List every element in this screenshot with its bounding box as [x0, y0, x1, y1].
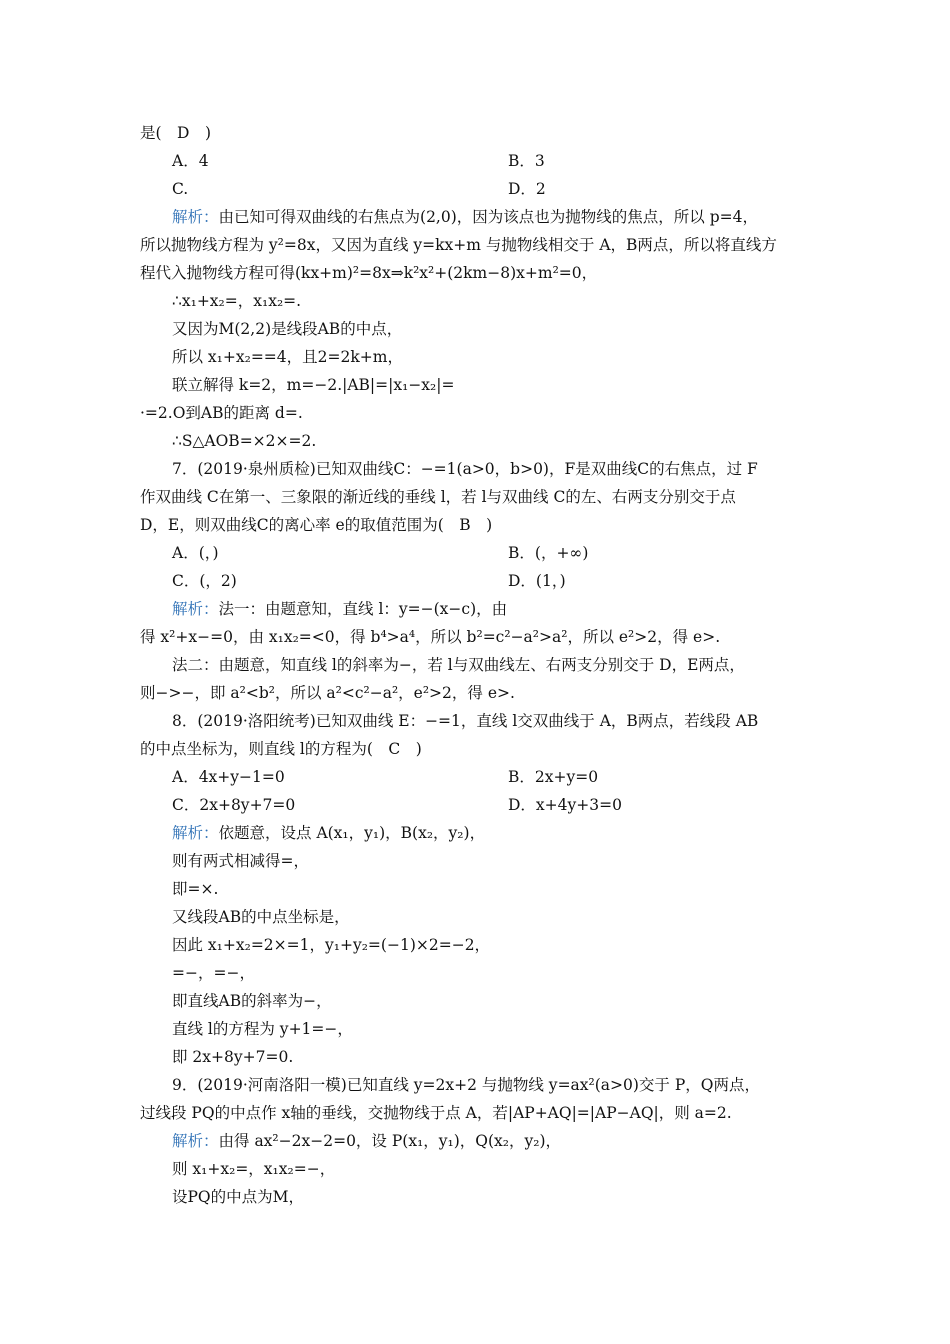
text-line: 程代入抛物线方程可得(kx+m)²=8x⇒k²x²+(2km−8)x+m²=0， [140, 264, 598, 282]
analysis-label: 解析： [172, 1132, 219, 1150]
option-b: B．3 [508, 152, 545, 170]
text-line: ∴S△AOB=×2×=2. [172, 432, 317, 450]
text-line: 又线段AB的中点坐标是， [172, 908, 350, 926]
option-c: C．(，2) [172, 572, 237, 590]
text-line: 因此 x₁+x₂=2×=1，y₁+y₂=(−1)×2=−2， [172, 936, 491, 954]
text-line: 又因为M(2,2)是线段AB的中点， [172, 320, 403, 338]
analysis-text: 依题意，设点 A(x₁，y₁)，B(x₂，y₂)， [218, 824, 486, 842]
text-line: 所以抛物线方程为 y²=8x，又因为直线 y=kx+m 与抛物线相交于 A，B两点，所以将直线方 [140, 236, 777, 254]
question-9: 9．(2019·河南洛阳一模)已知直线 y=2x+2 与抛物线 y=ax²(a>0)交于 P，Q两点， [172, 1076, 760, 1094]
text-line: D，E，则双曲线C的离心率 e的取值范围为( B ) [140, 516, 493, 534]
analysis-text: 由得 ax²−2x−2=0，设 P(x₁，y₁)，Q(x₂，y₂)， [218, 1132, 562, 1150]
text-line: =−，=−， [172, 964, 255, 982]
text-line: 则−>−，即 a²<b²，所以 a²<c²−a²，e²>2，得 e>. [140, 684, 515, 702]
text-line: 即 2x+8y+7=0. [172, 1048, 294, 1066]
text-line [172, 822, 485, 844]
text-line: 得 x²+x−=0，由 x₁x₂=<0，得 b⁴>a⁴，所以 b²=c²−a²>a²，所以 e²>2，得 e>. [140, 628, 721, 646]
text-line: 则有两式相减得=， [172, 852, 309, 870]
text-line: 所以 x₁+x₂==4，且2=2k+m， [172, 348, 403, 366]
text-line: 过线段 PQ的中点作 x轴的垂线，交抛物线于点 A，若|AP+AQ|=|AP−AQ|，则 a=2. [140, 1104, 732, 1122]
option-d: D．x+4y+3=0 [508, 796, 622, 814]
analysis-text: 由已知可得双曲线的右焦点为(2,0)，因为该点也为抛物线的焦点，所以 p=4， [218, 208, 758, 226]
text-line: 的中点坐标为，则直线 l的方程为( C ) [140, 740, 422, 758]
option-d: D．(1，) [508, 572, 566, 590]
text-line: ∴x₁+x₂=，x₁x₂=. [172, 292, 302, 310]
analysis-label: 解析： [172, 600, 219, 618]
option-b: B．2x+y=0 [508, 768, 599, 786]
analysis-label: 解析： [172, 208, 219, 226]
text-line: 作双曲线 C在第一、三象限的渐近线的垂线 l，若 l与双曲线 C的左、右两支分别交于点 [140, 488, 736, 506]
text-line: 直线 l的方程为 y+1=−， [172, 1020, 353, 1038]
text-line [172, 1130, 561, 1152]
question-8: 8．(2019·洛阳统考)已知双曲线 E：−=1，直线 l交双曲线于 A，B两点，若线段 AB [172, 712, 759, 730]
text-line: 则 x₁+x₂=，x₁x₂=−， [172, 1160, 336, 1178]
option-c: C. [172, 180, 189, 198]
option-c: C．2x+8y+7=0 [172, 796, 296, 814]
option-d: D．2 [508, 180, 546, 198]
option-a: A．(，) [172, 544, 219, 562]
text-line: 即=×. [172, 880, 219, 898]
option-a: A．4x+y−1=0 [172, 768, 285, 786]
text-line: 法二：由题意，知直线 l的斜率为−，若 l与双曲线左、右两支分别交于 D，E两点， [172, 656, 745, 674]
question-7: 7．(2019·泉州质检)已知双曲线C：−=1(a>0，b>0)，F是双曲线C的右焦点，过 F [172, 460, 758, 478]
text-line: 设PQ的中点为M， [172, 1188, 305, 1206]
option-b: B．(，+∞) [508, 544, 589, 562]
text-line: ·=2.O到AB的距离 d=. [140, 404, 303, 422]
analysis-text: 法一：由题意知，直线 l：y=−(x−c)，由 [218, 600, 508, 618]
text-line: 是( D ) [140, 124, 212, 142]
text-line: 联立解得 k=2，m=−2.|AB|=|x₁−x₂|= [172, 376, 455, 394]
option-a: A．4 [172, 152, 209, 170]
text-line [172, 598, 507, 620]
text-line [172, 206, 758, 228]
text-line: 即直线AB的斜率为−， [172, 992, 332, 1010]
analysis-label: 解析： [172, 824, 219, 842]
